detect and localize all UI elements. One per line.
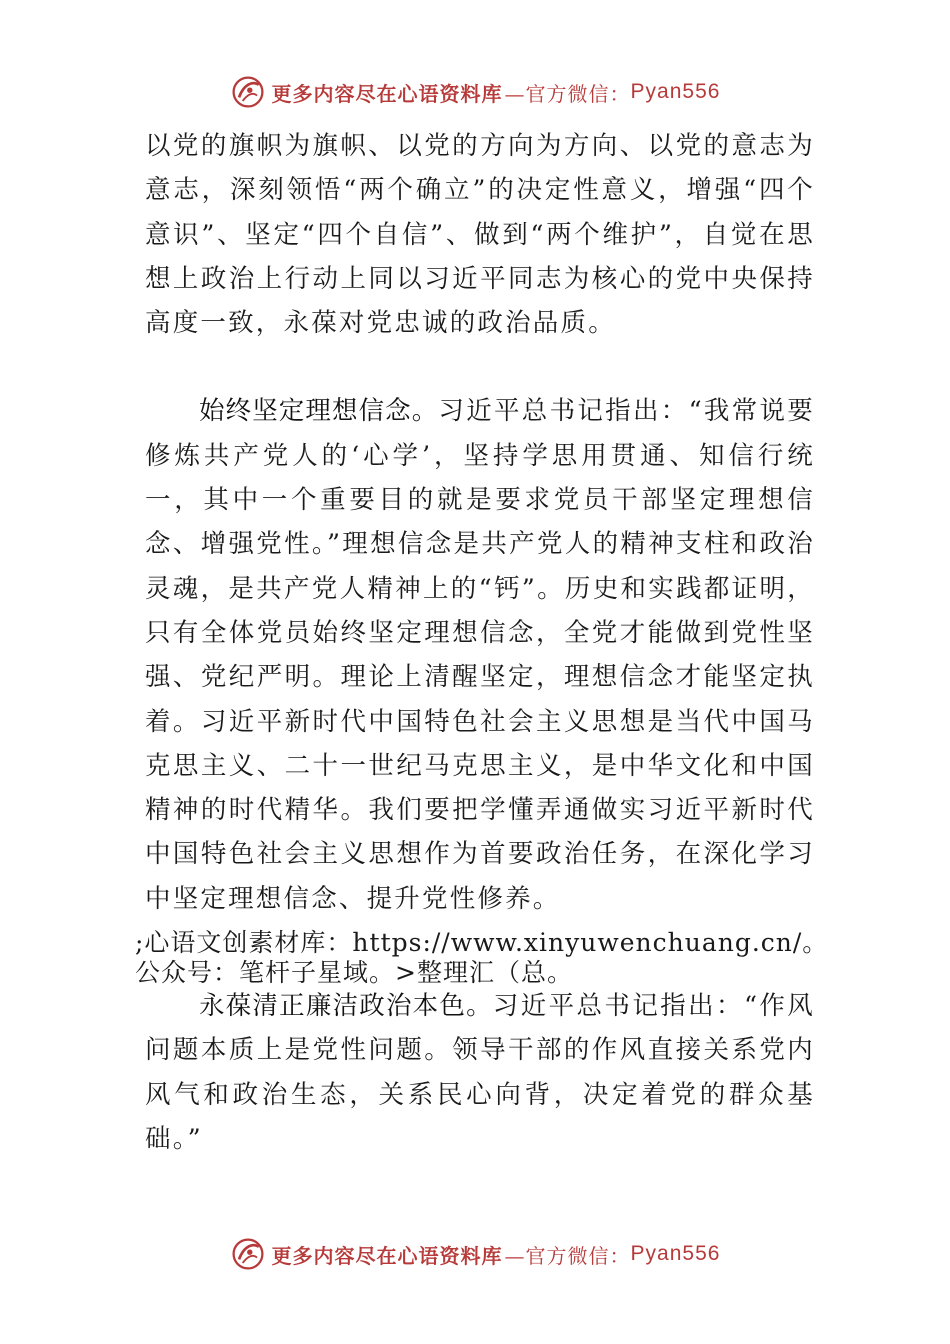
page-footer [0,1234,950,1274]
brand-logo-icon [230,1236,266,1272]
header-wechat-id: Pyan556 [630,80,721,103]
header-brand: 更多内容尽在心语资料库 [271,81,503,106]
paragraph-3 [145,984,815,1161]
paragraph-3-text: 习近平总书记指出：“作风问题本质上是党性问题。领导干部的作风直接关系党内风气和政治生态，关系民心向背，决定着党的群众基础。” [145,991,815,1154]
brand-logo-icon [230,74,266,110]
paragraph-gap [145,345,815,389]
watermark-source-line: ;心语文创素材库：https://www.xinyuwenchuang.cn/。公众号：笔杆子星域。>整理汇（总。 [135,928,829,987]
footer-brand: 更多内容尽在心语资料库 [271,1243,503,1268]
paragraph-2-lead: 始终坚定理想信念。 [199,396,439,427]
header-separator: —官方微信： [504,81,631,106]
paragraph-1: 以党的旗帜为旗帜、以党的方向为方向、以党的意志为意志，深刻领悟“两个确立”的决定性意义，增强“四个意识”、坚定“四个自信”、做到“两个维护”，自觉在思想上政治上行动上同以习近平同志为核心的党中央保持高度一致，永葆对党忠诚的政治品质。 [145,131,815,339]
footer-separator: —官方微信： [504,1243,631,1268]
paragraph-2 [145,389,815,921]
page-header [0,72,950,112]
paragraph-3-lead: 永葆清正廉洁政治本色。 [199,991,493,1021]
document-body [145,124,815,921]
paragraph-2-text: 习近平总书记指出：“我常说要修炼共产党人的‘心学’，坚持学思用贯通、知信行统一，其中一个重要目的就是要求党员干部坚定理想信念、增强党性。”理想信念是共产党人的精神支柱和政治灵魂，是共产党人精神上的“钙”。历史和实践都证明，只有全体党员始终坚定理想信念，全党才能做到党性坚强、党纪严明。理论上清醒坚定，理想信念才能坚定执着。习近平新时代中国特色社会主义思想是当代中国马克思主义、二十一世纪马克思主义，是中华文化和中国精神的时代精华。我们要把学懂弄通做实习近平新时代中国特色社会主义思想作为首要政治任务，在深化学习中坚定理想信念、提升党性修养。 [145,396,815,914]
document-body-continued [145,984,815,1161]
footer-wechat-id: Pyan556 [630,1242,721,1265]
